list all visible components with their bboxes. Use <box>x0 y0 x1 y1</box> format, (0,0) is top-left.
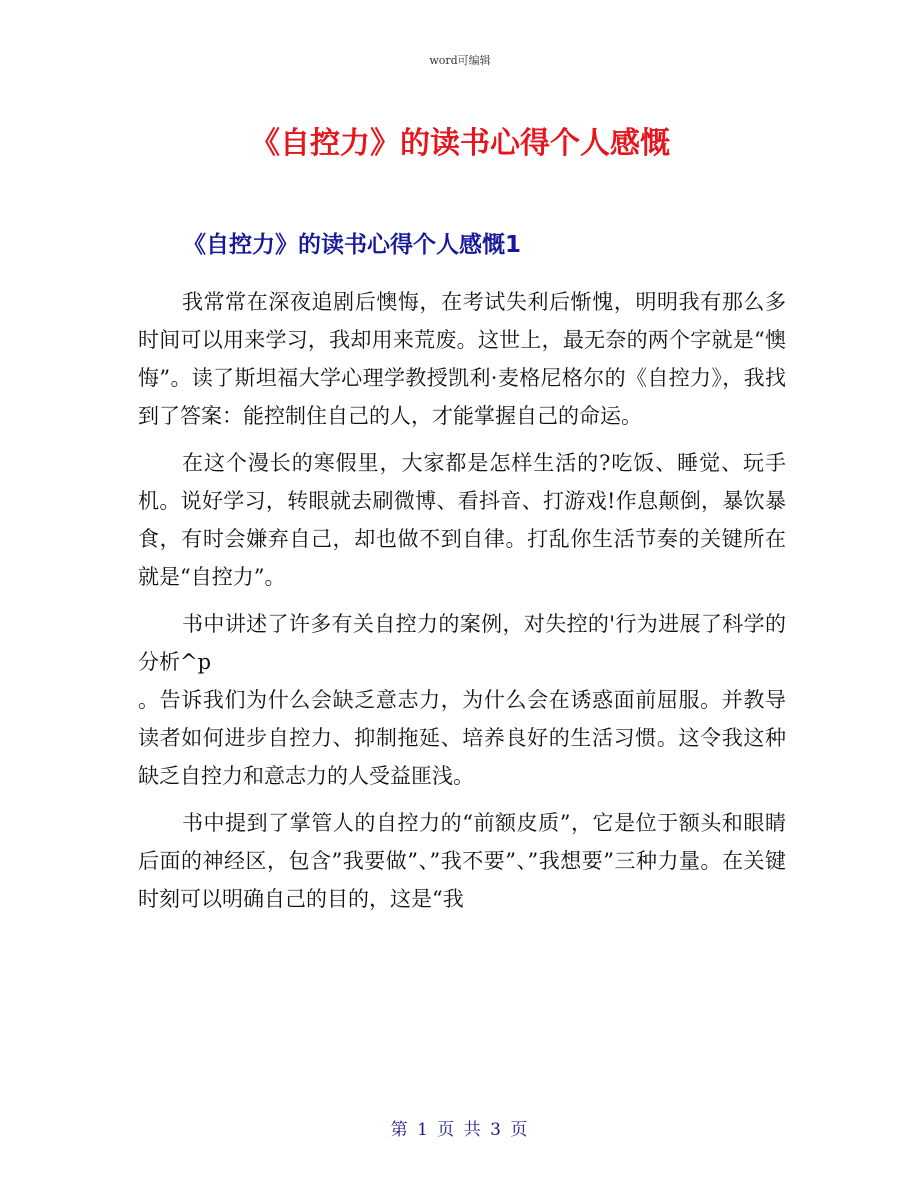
page-footer: 第 1 页 共 3 页 <box>390 1120 530 1140</box>
document-title: 《自控力》的读书心得个人感慨 <box>250 126 670 161</box>
paragraph: 在这个漫长的寒假里，大家都是怎样生活的?吃饭、睡觉、玩手机。说好学习，转眼就去刷微博、看抖音、打游戏!作息颠倒，暴饮暴食，有时会嫌弃自己，却也做不到自律。打乱你生活节奏的关键所在就是“自控力”。 <box>138 451 786 589</box>
paragraph: 书中讲述了许多有关自控力的案例，对失控的'行为进展了科学的分析^p <box>138 612 786 674</box>
section-title: 《自控力》的读书心得个人感慨1 <box>183 232 522 258</box>
paragraph: 书中提到了掌管人的自控力的“前额皮质”，它是位于额头和眼睛后面的神经区，包含”我要做”、”我不要”、”我想要”三种力量。在关键时刻可以明确自己的目的，这是“我 <box>138 811 786 911</box>
paragraph: 我常常在深夜追剧后懊悔，在考试失利后惭愧，明明我有那么多时间可以用来学习，我却用来荒废。这世上，最无奈的两个字就是“懊悔”。读了斯坦福大学心理学教授凯利·麦格尼格尔的《自控力》，我找到了答案：能控制住自己的人，才能掌握自己的命运。 <box>138 290 786 428</box>
paragraph: 。告诉我们为什么会缺乏意志力，为什么会在诱惑面前屈服。并教导读者如何进步自控力、抑制拖延、培养良好的生活习惯。这令我这种缺乏自控力和意志力的人受益匪浅。 <box>138 688 786 788</box>
page-header: word可编辑 <box>429 54 491 67</box>
document-body <box>138 283 786 927</box>
